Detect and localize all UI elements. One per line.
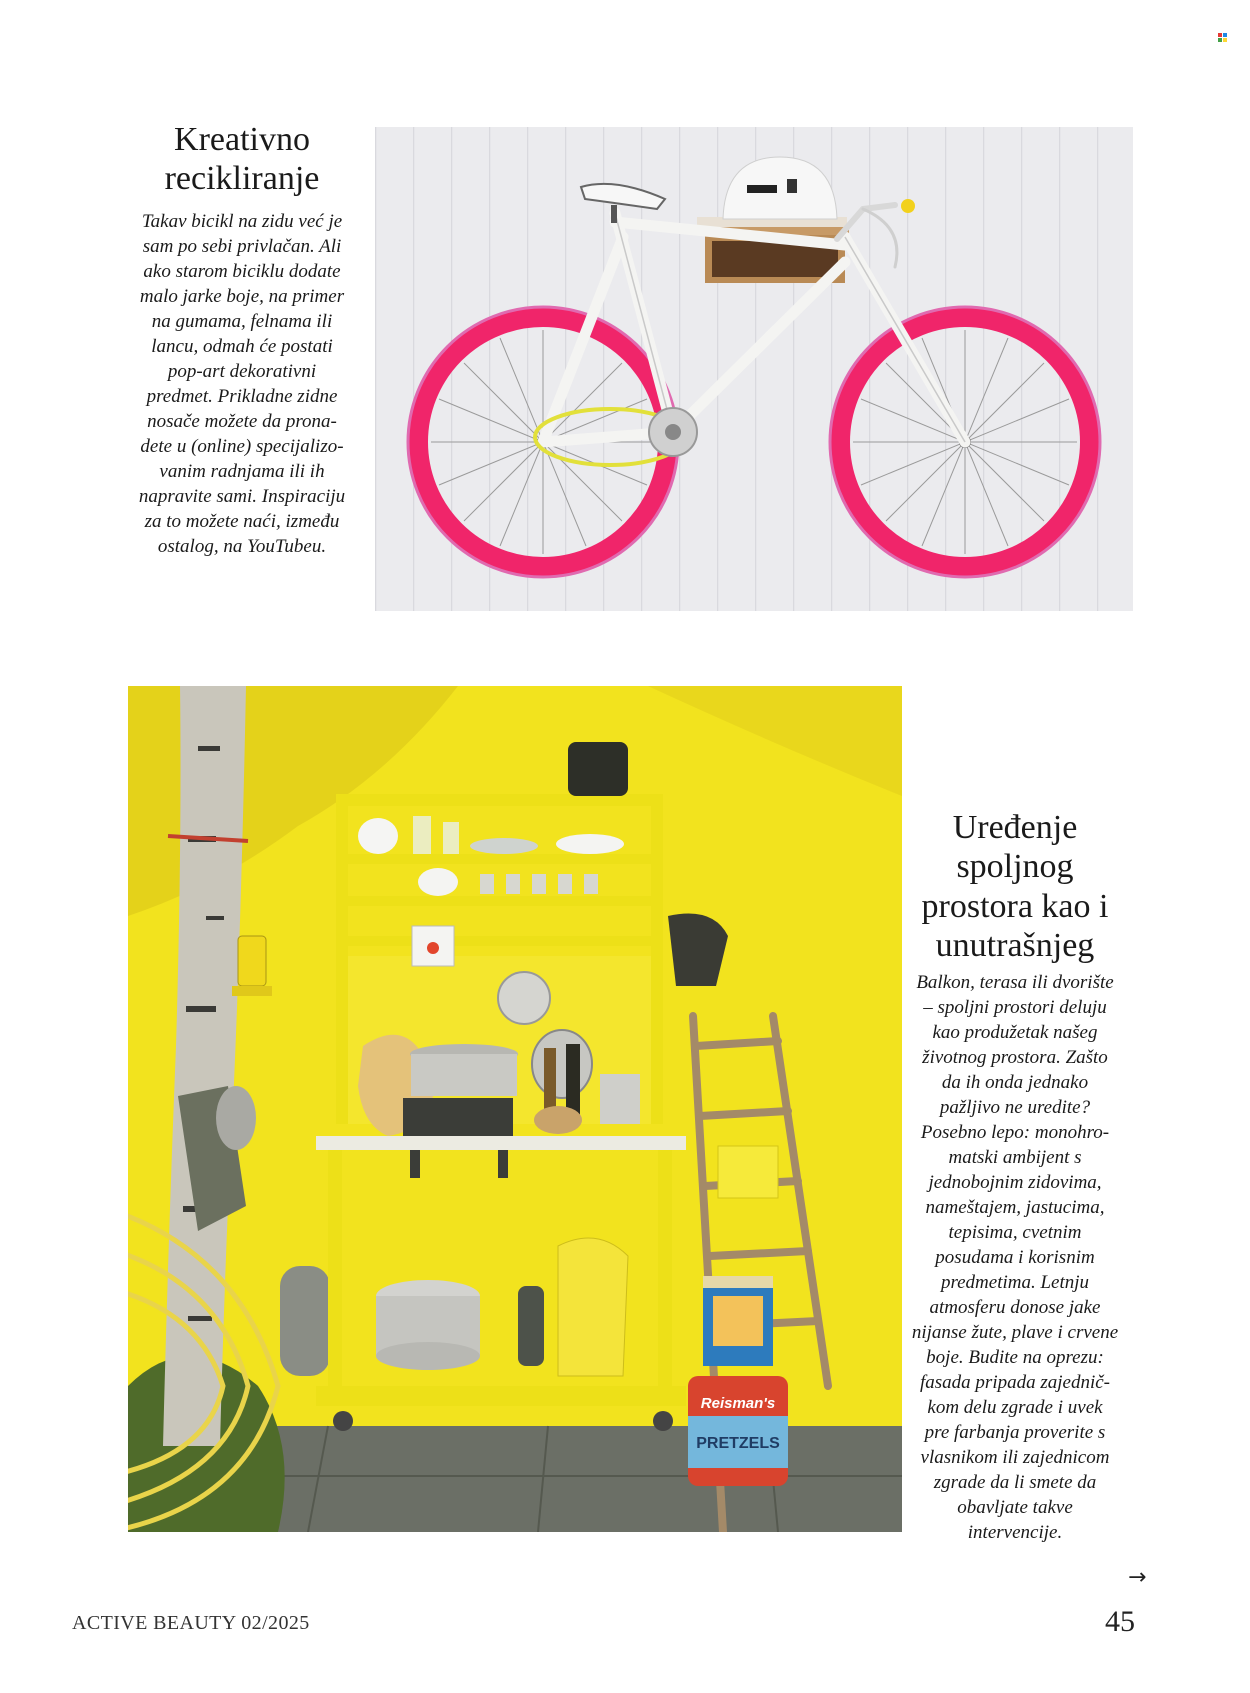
next-page-arrow-icon[interactable]: → (1128, 1565, 1147, 1590)
section2-title-line: prostora kao i (921, 887, 1109, 925)
section2-body-line: nameštajem, jastucima, (925, 1197, 1105, 1218)
section2-body-line: zgrade da li smete da (933, 1472, 1097, 1493)
corner-logo-mark (1218, 33, 1228, 43)
section1-body-line: na gumama, felnama ili (151, 311, 333, 332)
section1-body-line: predmet. Prikladne zidne (146, 386, 338, 407)
section2-body-line: predmetima. Letnju (940, 1272, 1090, 1293)
section2-body-line: Balkon, terasa ili dvorište (916, 972, 1114, 993)
section2-body-line: Posebno lepo: monohro- (920, 1122, 1110, 1143)
colander (600, 1074, 640, 1124)
outdoor-scene-illustration (128, 686, 902, 1532)
section2-body-line: matski ambijent s (948, 1147, 1082, 1168)
tin-label-brand: Reisman's (700, 1395, 776, 1412)
section2-title-line: Uređenje (952, 809, 1078, 846)
section2-body-line: kom delu zgrade i uvek (927, 1397, 1103, 1418)
section2-title-line: unutrašnjeg (935, 927, 1095, 965)
section2-body-line: fasada pripada zajednič- (920, 1372, 1110, 1393)
tin-label-product: PRETZELS (696, 1435, 780, 1452)
section2-title-line: spoljnog (956, 848, 1074, 886)
section1-body-line: napravite sami. Inspiraciju (138, 486, 346, 507)
lantern (232, 936, 272, 996)
gas-cylinder (280, 1266, 330, 1376)
section1-body-line: ako starom biciklu dodate (143, 261, 341, 282)
section1-title-line: recikliranje (164, 160, 320, 198)
bicycle-photo (375, 127, 1133, 611)
section1-body (112, 209, 372, 559)
section2-title (915, 808, 1115, 966)
section2-body-line: pre farbanja proverite s (924, 1422, 1106, 1443)
bread-loaf (534, 1106, 582, 1134)
tin-cans (688, 1276, 788, 1486)
section2-body-line: vlasnikom ili zajednicom (920, 1447, 1110, 1468)
section1-body-line: nosače možete da prona- (147, 411, 337, 432)
section2-body-line: obavljate takve (957, 1497, 1073, 1518)
bicycle-illustration (375, 127, 1133, 611)
section1-body-line: malo jarke boje, na primer (139, 286, 345, 307)
watering-can (558, 1238, 628, 1376)
section1-body-line: vanim radnjama ili ih (159, 461, 325, 482)
magazine-footer: ACTIVE BEAUTY 02/2025 (72, 1612, 310, 1634)
yellow-outdoor-photo (128, 686, 902, 1532)
section1-body-line: dete u (online) specijalizo- (140, 436, 344, 457)
section1-body-line: Takav bicikl na zidu već je (141, 211, 343, 232)
stacked-pots (376, 1280, 480, 1370)
section1-body-line: sam po sebi privlačan. Ali (142, 236, 342, 257)
section1-body-line: pop-art dekorativni (167, 361, 317, 382)
hanging-pan (216, 1086, 256, 1150)
section2-body-line: posudama i korisnim (935, 1247, 1095, 1268)
thermos (518, 1286, 544, 1366)
section2-body-line: da ih onda jednako (941, 1072, 1089, 1093)
section1-body-line: za to možete naći, između (144, 511, 340, 532)
section2-body-line: pažljivo ne uredite? (939, 1097, 1091, 1118)
section1-title-line: Kreativno (174, 121, 310, 158)
page-number: 45 (1105, 1605, 1135, 1638)
section1-body-line: lancu, odmah će postati (151, 336, 333, 357)
yellow-cloth (718, 1146, 778, 1198)
section2-body-line: intervencije. (967, 1522, 1063, 1543)
section2-body-line: atmosferu donose jake (929, 1297, 1101, 1318)
section2-body-line: kao produžetak našeg (932, 1022, 1098, 1043)
section2-body-line: boje. Budite na oprezu: (926, 1347, 1104, 1368)
section2-body-line: tepisima, cvetnim (948, 1222, 1082, 1243)
section2-body-line: jednobojnim zidovima, (928, 1172, 1102, 1193)
section1-title (122, 120, 362, 199)
section2-body-line: životnog prostora. Zašto (922, 1047, 1108, 1068)
black-pot (568, 742, 628, 796)
section2-body (905, 970, 1125, 1545)
section2-body-line: nijanse žute, plave i crvene (911, 1322, 1119, 1343)
bell-icon (901, 199, 915, 213)
section1-body-line: ostalog, na YouTubeu. (157, 536, 327, 557)
section2-body-line: – spoljni prostori deluju (923, 997, 1107, 1018)
